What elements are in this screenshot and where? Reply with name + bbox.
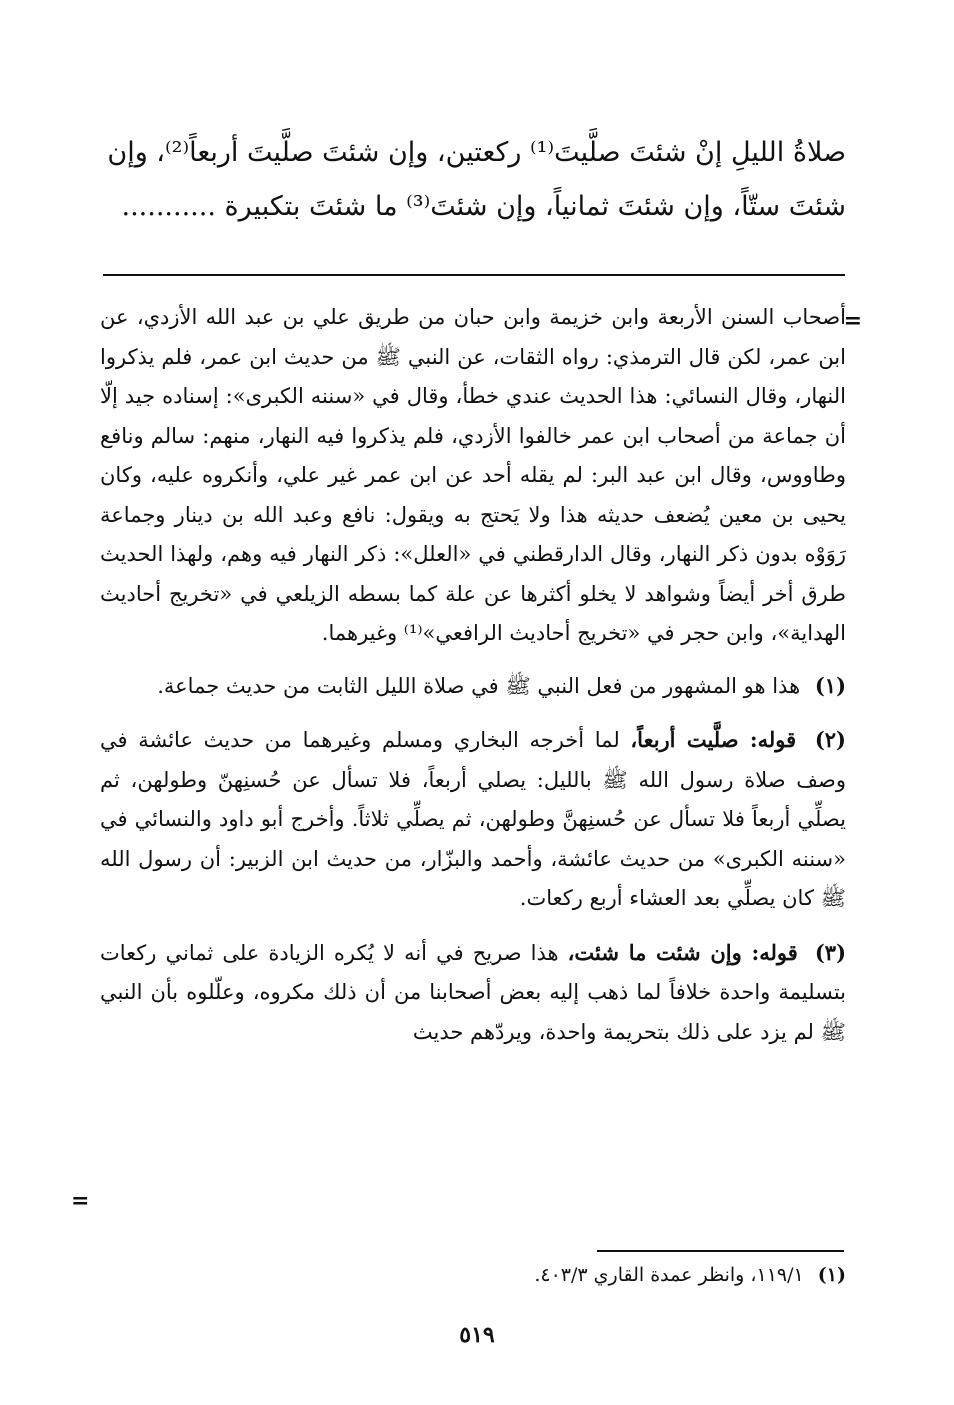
commentary-notes xyxy=(100,298,846,1066)
note-2-number: (٢) xyxy=(814,727,846,752)
main-text-line-1: صلاةُ الليلِ إنْ شئتَ صلَّيتَ⁽¹⁾ ركعتين، وإن شئتَ صلَّيتَ أربعاً⁽²⁾، وإن xyxy=(107,137,846,168)
note-1 xyxy=(100,666,846,707)
continuation-mark-end: = xyxy=(71,1188,90,1214)
note-2-lead: قوله: صلَّيت أربعاً، xyxy=(630,727,797,752)
note-1-number: (١) xyxy=(814,672,846,698)
note-3 xyxy=(100,933,846,1053)
footnote xyxy=(100,1260,846,1290)
main-text-line-2 xyxy=(100,180,846,234)
note-3-lead: قوله: وإن شئت ما شئت، xyxy=(567,939,798,965)
note-2-text: لما أخرجه البخاري ومسلم وغيرهما من حديث عائشة في وصف صلاة رسول الله ﷺ بالليل: يصلي أربعاً، فلا تسأل عن حُسنِهنّ وطولهن، ثم يصلِّي أربعاً فلا تسأل عن حُسنِهنَّ وطولهن، ثم يصلِّي ثلاثاً. وأخرج أبو داود والنسائي في «سننه الكبرى» من حديث عائشة، وأحمد والبزّار، من حديث ابن الزبير: أن رسول الله ﷺ كان يصلِّي بعد العشاء أربع ركعات. xyxy=(100,728,846,910)
footnote-number: (١) xyxy=(817,1264,846,1286)
page-number: ٥١٩ xyxy=(459,1322,495,1348)
note-3-text: هذا صريح في أنه لا يُكره الزيادة على ثماني ركعات بتسليمة واحدة خلافاً لما ذهب إليه بعض أصحابنا من أن ذلك مكروه، وعلّلوه بأن النبي ﷺ لم يزد على ذلك بتحريمة واحدة، ويردّهم حديث xyxy=(100,940,846,1044)
note-continued: أصحاب السنن الأربعة وابن خزيمة وابن حبان من طريق علي بن عبد الله الأزدي، عن ابن عمر، لكن قال الترمذي: رواه الثقات، عن النبي ﷺ من حديث ابن عمر، فلم يذكروا النهار، وقال النسائي: هذا الحديث عندي خطأ، وقال في «سننه الكبرى»: إسناده جيد إلّا أن جماعة من أصحاب ابن عمر خالفوا الأزدي، فلم يذكروا فيه النهار، منهم: سالم ونافع وطاووس، وقال ابن عبد البر: لم يقله أحد عن ابن عمر غير علي، وأنكروه عليه، وكان يحيى بن معين يُضعف حديثه هذا ولا يَحتج به ويقول: نافع وعبد الله بن دينار وجماعة رَوَوْه بدون ذكر النهار، وقال الدارقطني في «العلل»: ذكر النهار فيه وهم، ولهذا الحديث طرق أخر أيضاً وشواهد لا يخلو أكثرها عن علة كما بسطه الزيلعي في «تخريج أحاديث الهداية»، وابن حجر في «تخريج أحاديث الرافعي»⁽¹⁾ وغيرهما. xyxy=(100,305,846,645)
continuation-mark-start: = xyxy=(843,308,862,334)
note-2 xyxy=(100,720,846,919)
main-text xyxy=(100,126,846,234)
ellipsis-dots: ........... xyxy=(121,191,216,222)
footnote-divider xyxy=(597,1250,844,1252)
main-divider xyxy=(103,274,845,276)
note-3-number: (٣) xyxy=(814,939,846,965)
footnote-text: ١١٩/١، وانظر عمدة القاري ٤٠٣/٣. xyxy=(534,1264,804,1286)
note-1-text: هذا هو المشهور من فعل النبي ﷺ في صلاة الليل الثابت من حديث جماعة. xyxy=(157,673,801,698)
main-text-line-2-text: شئتَ ستّاً، وإن شئتَ ثمانياً، وإن شئتَ⁽³⁾ ما شئتَ بتكبيرة xyxy=(224,191,846,222)
